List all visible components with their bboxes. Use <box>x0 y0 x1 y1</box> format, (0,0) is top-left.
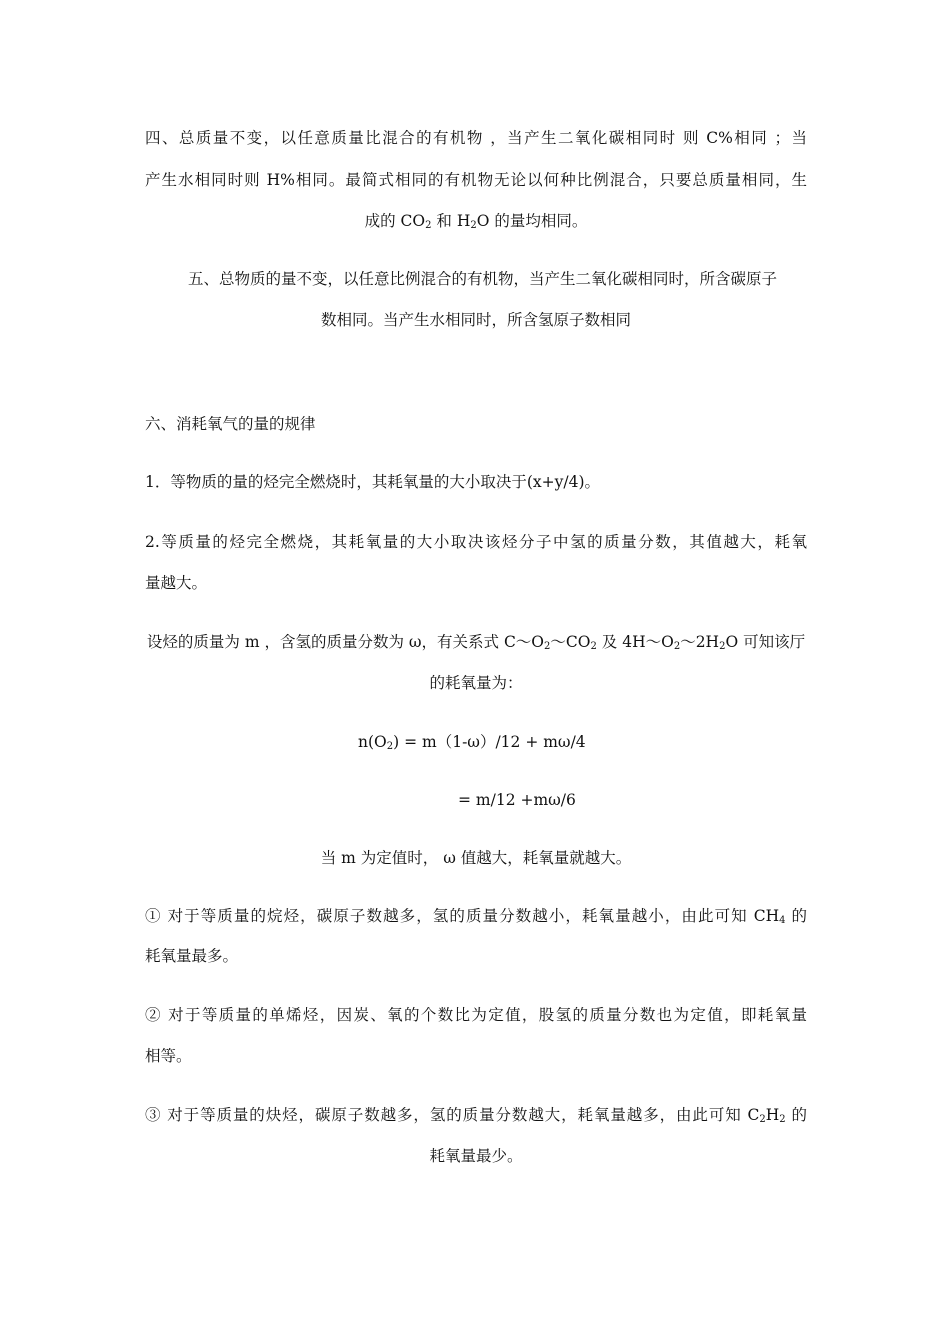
case-1-line-2: 耗氧量最多。 <box>145 947 239 965</box>
section-4-line-2: 产生水相同时则 H%相同。最简式相同的有机物无论以何种比例混合，只要总质量相同，生 <box>145 171 807 189</box>
section-5-line-1: 五、总物质的量不变，以任意比例混合的有机物，当产生二氧化碳相同时，所含碳原子 <box>187 270 777 288</box>
section-5-line-2: 数相同。当产生水相同时，所含氢原子数相同 <box>320 311 631 329</box>
case-3-line-1: ③ 对于等质量的炔烃，碳原子数越多，氢的质量分数越大，耗氧量越多，由此可知 $C_2H_2$ 的 <box>145 1106 807 1125</box>
section-4-line-3: 成的 $CO_2$ 和 $H_2O$ 的量均相同。 <box>364 212 588 231</box>
case-3-line-2: 耗氧量最少。 <box>429 1147 523 1165</box>
rule-1: 1．等物质的量的烃完全燃烧时，其耗氧量的大小取决于(x+y/4)。 <box>145 473 601 491</box>
setup-line-1: 设烃的质量为 m ，含氢的质量分数为 ω，有关系式 $C\sim O_2\sim CO_2$ 及 $4H\sim O_2\sim 2H_2O$ 可知该厅 <box>146 633 806 652</box>
conclusion: 当 m 为定值时， ω 值越大，耗氧量就越大。 <box>320 849 632 867</box>
rule-2-line-2: 量越大。 <box>145 574 208 592</box>
case-1-line-1: ① 对于等质量的烷烃，碳原子数越多，氢的质量分数越小，耗氧量越小，由此可知 $CH_4$ 的 <box>145 907 808 926</box>
section-6-heading: 六、消耗氧气的量的规律 <box>145 415 316 433</box>
equation-2: = m/12 +mω/6 <box>458 791 576 809</box>
equation-1: $n(O_2) = m(1-\omega)/12 + m\omega/4$ <box>358 733 586 752</box>
case-2-line-1: ② 对于等质量的单烯烃，因炭、氧的个数比为定值，股氢的质量分数也为定值，即耗氧量 <box>145 1006 807 1024</box>
case-2-line-2: 相等。 <box>145 1047 192 1065</box>
setup-line-2: 的耗氧量为： <box>429 674 523 692</box>
rule-2-line-1: 2.等质量的烃完全燃烧，其耗氧量的大小取决该烃分子中氢的质量分数，其值越大，耗氧 <box>145 533 807 551</box>
section-4-line-1: 四、总质量不变，以任意质量比混合的有机物 ，当产生二氧化碳相同时 则 C%相同 ；当 <box>145 129 807 147</box>
